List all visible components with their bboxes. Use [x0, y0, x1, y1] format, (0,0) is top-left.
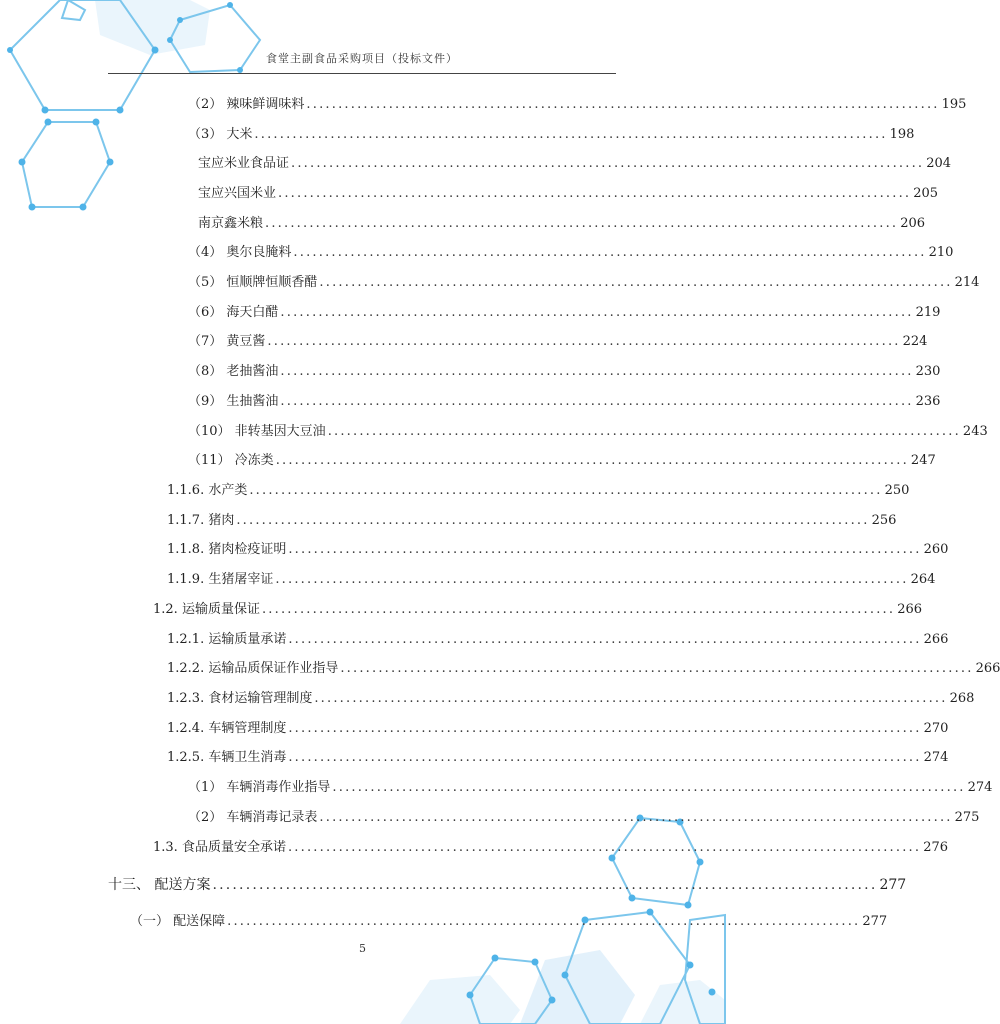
toc-entry[interactable] — [108, 873, 907, 893]
toc-entry-page: 276 — [923, 840, 949, 855]
toc-entry[interactable] — [198, 212, 926, 232]
toc-entry-label: （一） 配送保障 — [130, 914, 226, 929]
toc-entry[interactable] — [188, 93, 967, 113]
toc-entry-label: （11） 冷冻类 — [188, 453, 274, 468]
toc-entry-page: 256 — [871, 513, 897, 528]
toc-entry-page: 206 — [900, 216, 926, 231]
toc-leader-dots: .................................................................................................... — [254, 127, 888, 142]
toc-entry-page: 198 — [889, 127, 915, 142]
toc-entry[interactable] — [153, 836, 949, 856]
toc-entry-page: 205 — [913, 186, 939, 201]
toc-entry-page: 219 — [915, 305, 941, 320]
toc-entry-page: 247 — [910, 453, 936, 468]
toc-entry[interactable] — [167, 687, 975, 707]
toc-leader-dots: .................................................................................................... — [319, 275, 953, 290]
toc-entry-page: 224 — [902, 334, 928, 349]
toc-entry[interactable] — [167, 657, 1000, 677]
toc-entry-label: 十三、 配送方案 — [108, 877, 211, 893]
toc-entry-label: （5） 恒顺牌恒顺香醋 — [188, 275, 318, 290]
toc-leader-dots: .................................................................................................... — [340, 661, 974, 676]
toc-leader-dots: .................................................................................................... — [327, 424, 961, 439]
toc-entry-label: （1） 车辆消毒作业指导 — [188, 780, 331, 795]
toc-entry[interactable] — [198, 182, 939, 202]
toc-entry[interactable] — [167, 479, 910, 499]
toc-entry[interactable] — [188, 241, 954, 261]
toc-entry-page: 277 — [862, 914, 888, 929]
toc-entry-page: 275 — [954, 810, 980, 825]
toc-entry[interactable] — [167, 538, 949, 558]
toc-entry[interactable] — [188, 776, 993, 796]
toc-entry-page: 250 — [884, 483, 910, 498]
toc-leader-dots: .................................................................................................... — [278, 186, 912, 201]
toc-entry-page: 204 — [926, 156, 952, 171]
toc-entry-label: 1.2.1. 运输质量承诺 — [167, 632, 287, 647]
toc-entry-label: 1.1.8. 猪肉检疫证明 — [167, 542, 287, 557]
toc-leader-dots: .................................................................................................... — [265, 216, 899, 231]
toc-entry-page: 277 — [879, 877, 907, 893]
toc-entry-label: （2） 车辆消毒记录表 — [188, 810, 318, 825]
toc-entry-page: 264 — [910, 572, 936, 587]
toc-entry-page: 266 — [923, 632, 949, 647]
toc-entry-label: （4） 奥尔良腌料 — [188, 245, 292, 260]
toc-entry-page: 274 — [923, 750, 949, 765]
toc-entry[interactable] — [188, 806, 980, 826]
toc-entry-page: 268 — [949, 691, 975, 706]
toc-entry[interactable] — [188, 420, 988, 440]
toc-entry-page: 214 — [954, 275, 980, 290]
toc-entry[interactable] — [188, 301, 941, 321]
toc-entry-label: （9） 生抽酱油 — [188, 394, 279, 409]
toc-entry-page: 230 — [915, 364, 941, 379]
toc-leader-dots: .................................................................................................... — [267, 334, 901, 349]
toc-entry-page: 260 — [923, 542, 949, 557]
toc-entry-page: 270 — [923, 721, 949, 736]
toc-entry[interactable] — [188, 330, 928, 350]
toc-entry-label: 1.1.9. 生猪屠宰证 — [167, 572, 274, 587]
toc-entry[interactable] — [153, 598, 923, 618]
toc-entry-label: （2） 辣味鲜调味料 — [188, 97, 305, 112]
toc-entry-label: （10） 非转基因大豆油 — [188, 424, 326, 439]
toc-entry-label: 1.2.3. 食材运输管理制度 — [167, 691, 313, 706]
toc-leader-dots: .................................................................................................... — [319, 810, 953, 825]
toc-leader-dots: .................................................................................................... — [275, 453, 909, 468]
toc-entry-label: 1.1.6. 水产类 — [167, 483, 248, 498]
toc-entry[interactable] — [188, 123, 915, 143]
page-number: 5 — [359, 942, 366, 955]
toc-leader-dots: .................................................................................................... — [280, 305, 914, 320]
toc-entry-page: 266 — [975, 661, 1000, 676]
toc-leader-dots: .................................................................................................... — [280, 364, 914, 379]
toc-leader-dots: .................................................................................................... — [288, 542, 922, 557]
toc-entry-label: 南京鑫米粮 — [198, 216, 264, 231]
toc-leader-dots: .................................................................................................... — [288, 632, 922, 647]
toc-entry[interactable] — [188, 271, 980, 291]
toc-leader-dots: .................................................................................................... — [314, 691, 948, 706]
toc-entry[interactable] — [188, 360, 941, 380]
toc-entry-label: （8） 老抽酱油 — [188, 364, 279, 379]
toc-entry[interactable] — [167, 509, 897, 529]
toc-leader-dots: .................................................................................................... — [288, 750, 922, 765]
toc-leader-dots: .................................................................................................... — [227, 914, 861, 929]
toc-leader-dots: .................................................................................................... — [249, 483, 883, 498]
toc-entry-label: 1.2.2. 运输品质保证作业指导 — [167, 661, 339, 676]
toc-leader-dots: .................................................................................................... — [291, 156, 925, 171]
toc-entry[interactable] — [188, 449, 936, 469]
toc-leader-dots: .................................................................................................... — [275, 572, 909, 587]
page-header-title: 食堂主副食品采购项目（投标文件） — [266, 52, 458, 65]
toc-entry[interactable] — [188, 390, 941, 410]
toc-entry-page: 274 — [967, 780, 993, 795]
toc-leader-dots: .................................................................................................... — [236, 513, 870, 528]
toc-entry-label: （3） 大米 — [188, 127, 253, 142]
toc-entry-page: 266 — [897, 602, 923, 617]
toc-entry-page: 243 — [962, 424, 988, 439]
toc-entry[interactable] — [130, 910, 888, 930]
toc-entry-label: 1.1.7. 猪肉 — [167, 513, 235, 528]
toc-entry[interactable] — [167, 746, 949, 766]
toc-leader-dots: .................................................................................................... — [287, 840, 922, 855]
toc-entry-label: 宝应兴国米业 — [198, 186, 277, 201]
toc-entry-label: （6） 海天白醋 — [188, 305, 279, 320]
toc-entry-page: 195 — [941, 97, 967, 112]
toc-entry[interactable] — [167, 717, 949, 737]
toc-leader-dots: .................................................................................................... — [212, 877, 878, 893]
toc-entry-label: 宝应米业食品证 — [198, 156, 290, 171]
toc-leader-dots: .................................................................................................... — [280, 394, 914, 409]
toc-leader-dots: .................................................................................................... — [306, 97, 940, 112]
toc-leader-dots: .................................................................................................... — [293, 245, 927, 260]
toc-entry-label: （7） 黄豆酱 — [188, 334, 266, 349]
toc-entry-page: 210 — [928, 245, 954, 260]
toc-entry-label: 1.2.5. 车辆卫生消毒 — [167, 750, 287, 765]
toc-entry[interactable] — [167, 628, 949, 648]
toc-entry-label: 1.2.4. 车辆管理制度 — [167, 721, 287, 736]
toc-leader-dots: .................................................................................................... — [332, 780, 966, 795]
toc-entry[interactable] — [198, 152, 952, 172]
toc-entry[interactable] — [167, 568, 936, 588]
toc-entry-page: 236 — [915, 394, 941, 409]
toc-entry-label: 1.2. 运输质量保证 — [153, 602, 260, 617]
toc-leader-dots: .................................................................................................... — [288, 721, 922, 736]
toc-entry-label: 1.3. 食品质量安全承诺 — [153, 840, 286, 855]
toc-leader-dots: .................................................................................................... — [261, 602, 896, 617]
